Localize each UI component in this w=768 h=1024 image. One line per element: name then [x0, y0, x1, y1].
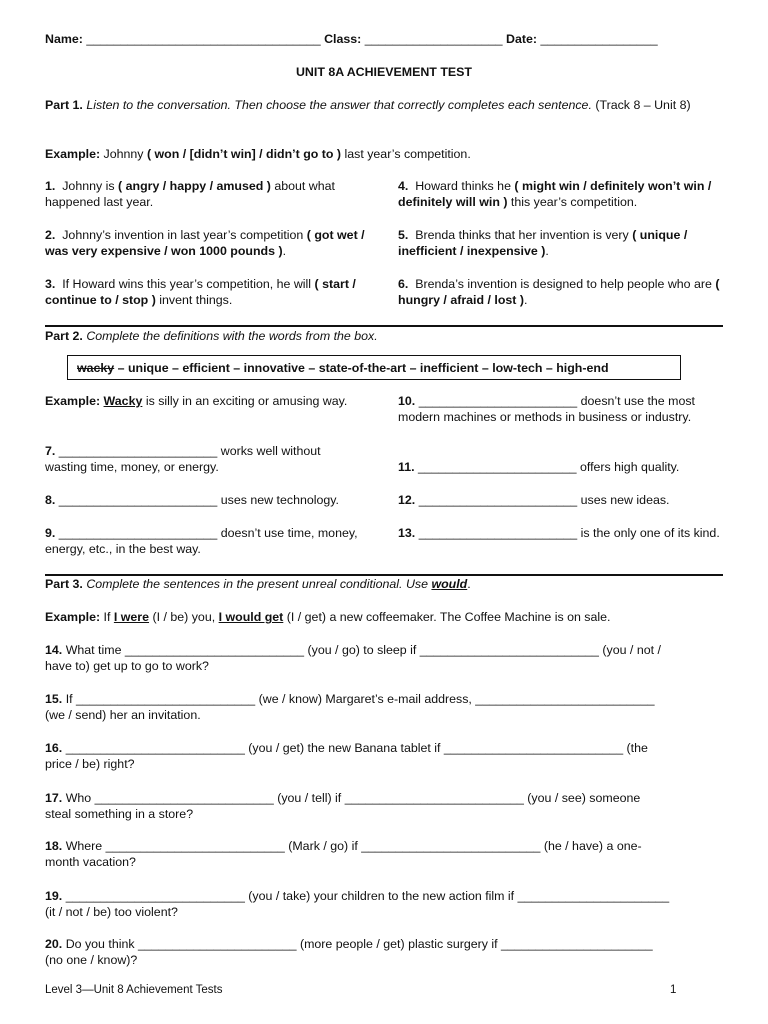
part3-item[interactable] [45, 740, 735, 772]
item-number: 3. [45, 277, 56, 291]
item-number: 9. [45, 526, 56, 540]
item-number: 16. [45, 741, 63, 755]
name-class-date-row [45, 31, 658, 47]
item-text: (no one / know)? [45, 953, 138, 967]
date-field[interactable]: _________________ [540, 32, 658, 46]
date-label: Date: [506, 32, 537, 46]
item-text: Howard thinks he [415, 179, 511, 193]
item-text: this year’s competition. [510, 195, 638, 209]
item-number: 13. [398, 526, 416, 540]
item-number: 1. [45, 179, 56, 193]
part3-example [45, 609, 735, 625]
part3-example-answer: I would get [218, 610, 284, 624]
part1-item [398, 227, 728, 259]
part1-track: (Track 8 – Unit 8) [595, 98, 691, 112]
item-text: Do you think _______________________ (more people / get) plastic surgery if ______________________ [65, 937, 653, 951]
item-text: If __________________________ (we / know) Margaret’s e-mail address, __________________________ [65, 692, 655, 706]
part3-example-text: If [103, 610, 111, 624]
item-text: If Howard wins this year’s competition, he will [62, 277, 312, 291]
item-text: uses new technology. [220, 493, 339, 507]
part2-item [45, 525, 365, 557]
item-number: 19. [45, 889, 63, 903]
item-text: __________________________ (you / get) the new Banana tablet if __________________________ (the [65, 741, 648, 755]
item-text: Brenda’s invention is designed to help people who are [415, 277, 712, 291]
item-text: about what happened last year. [45, 179, 335, 209]
item-number: 15. [45, 692, 63, 706]
part3-label: Part 3. [45, 577, 83, 591]
part1-example [45, 146, 725, 162]
divider [45, 325, 723, 327]
word-box [67, 355, 681, 380]
answer-blank[interactable]: _______________________ [58, 526, 218, 540]
item-text: What time __________________________ (you / go) to sleep if __________________________ (you / not / [65, 643, 661, 657]
part3-item[interactable] [45, 888, 735, 920]
class-field[interactable]: ____________________ [364, 32, 503, 46]
part3-item[interactable] [45, 936, 735, 968]
part3-instruction-end: . [467, 577, 471, 591]
item-text: offers high quality. [579, 460, 680, 474]
item-text: is the only one of its kind. [580, 526, 720, 540]
item-number: 7. [45, 444, 56, 458]
part2-label: Part 2. [45, 329, 83, 343]
part1-example-text: Johnny [103, 147, 144, 161]
part2-item [398, 525, 726, 541]
item-text: steal something in a store? [45, 807, 194, 821]
footer-text: Level 3—Unit 8 Achievement Tests [45, 984, 223, 996]
item-text: month vacation? [45, 855, 136, 869]
struck-word: wacky [77, 361, 115, 375]
part2-example [45, 393, 365, 409]
part3-example-text: (I / get) a new coffeemaker. The Coffee Machine is on sale. [286, 610, 611, 624]
item-number: 11. [398, 460, 415, 474]
item-options[interactable]: ( start / continue to / stop ) [45, 277, 356, 307]
part1-example-text: last year’s competition. [344, 147, 471, 161]
item-number: 10. [398, 394, 416, 408]
name-label: Name: [45, 32, 83, 46]
part3-example-label: Example: [45, 610, 101, 624]
item-options[interactable]: ( angry / happy / amused ) [118, 179, 271, 193]
item-text: . [282, 244, 287, 258]
item-text: Johnny’s invention in last year’s competition [62, 228, 304, 242]
part1-label: Part 1. [45, 98, 83, 112]
item-number: 8. [45, 493, 56, 507]
item-options[interactable]: ( hungry / afraid / lost ) [398, 277, 720, 307]
part2-item [45, 492, 375, 508]
part2-example-word: Wacky [103, 394, 143, 408]
part3-item[interactable] [45, 838, 735, 870]
item-text: __________________________ (you / take) your children to the new action film if ______________________ [65, 889, 670, 903]
item-text: Johnny is [62, 179, 115, 193]
item-text: (it / not / be) too violent? [45, 905, 178, 919]
part1-example-options: ( won / [didn’t win] / didn’t go to ) [146, 147, 342, 161]
part2-example-text: is silly in an exciting or amusing way. [145, 394, 348, 408]
item-text: (we / send) her an invitation. [45, 708, 201, 722]
item-number: 4. [398, 179, 409, 193]
part3-item[interactable] [45, 691, 735, 723]
part1-item [398, 276, 726, 308]
answer-blank[interactable]: _______________________ [418, 394, 578, 408]
item-number: 14. [45, 643, 63, 657]
item-number: 2. [45, 228, 56, 242]
part1-item [45, 276, 375, 308]
item-options[interactable]: ( got wet / was very expensive / won 1000 pounds ) [45, 228, 365, 258]
item-number: 20. [45, 937, 63, 951]
part1-example-label: Example: [45, 147, 101, 161]
item-text: doesn’t use the most modern machines or methods in business or industry. [398, 394, 695, 424]
answer-blank[interactable]: _______________________ [58, 493, 218, 507]
answer-blank[interactable]: _______________________ [418, 493, 578, 507]
answer-blank[interactable]: _______________________ [418, 460, 577, 474]
item-text: have to) get up to go to work? [45, 659, 209, 673]
item-options[interactable]: ( might win / definitely won’t win / definitely will win ) [398, 179, 712, 209]
answer-blank[interactable]: _______________________ [58, 444, 218, 458]
part1-item [45, 227, 375, 259]
page-title: UNIT 8A ACHIEVEMENT TEST [295, 65, 472, 79]
part2-item [45, 443, 365, 475]
part2-instruction-text: Complete the definitions with the words from the box. [86, 329, 378, 343]
item-text: uses new ideas. [580, 493, 670, 507]
item-text: . [545, 244, 549, 258]
part2-item [398, 393, 726, 425]
word-list: – unique – efficient – innovative – state-of-the-art – inefficient – low-tech – high-end [114, 361, 609, 375]
item-text: . [523, 293, 528, 307]
part1-item [45, 178, 375, 210]
part1-item [398, 178, 726, 210]
item-text: Where __________________________ (Mark / go) if __________________________ (he / have) a one- [65, 839, 642, 853]
item-text: doesn’t use time, money, energy, etc., in the best way. [45, 526, 358, 556]
part3-example-text: (I / be) you, [152, 610, 216, 624]
class-label: Class: [324, 32, 362, 46]
item-text: Who __________________________ (you / tell) if __________________________ (you / see) someone [65, 791, 641, 805]
item-text: Brenda thinks that her invention is very [415, 228, 629, 242]
part1-instruction [45, 97, 725, 113]
part3-instruction-text: Complete the sentences in the present unreal conditional. Use [86, 577, 428, 591]
part2-item [398, 459, 728, 475]
item-text: works well without wasting time, money, or energy. [45, 444, 321, 474]
page-number: 1 [670, 984, 677, 996]
part2-example-label: Example: [45, 394, 101, 408]
part3-item[interactable] [45, 642, 735, 674]
item-number: 18. [45, 839, 63, 853]
part3-item[interactable] [45, 790, 735, 822]
part3-instruction [45, 576, 725, 592]
part3-example-answer: I were [113, 610, 150, 624]
part3-instruction-word: would [431, 577, 468, 591]
item-text: invent things. [159, 293, 233, 307]
item-options[interactable]: ( unique / inefficient / inexpensive ) [398, 228, 688, 258]
answer-blank[interactable]: _______________________ [418, 526, 578, 540]
item-number: 5. [398, 228, 409, 242]
part1-instruction-text: Listen to the conversation. Then choose the answer that correctly completes each sentence. [86, 98, 592, 112]
item-number: 6. [398, 277, 409, 291]
item-text: price / be) right? [45, 757, 135, 771]
part2-instruction [45, 328, 725, 344]
name-field[interactable]: __________________________________ [86, 32, 321, 46]
item-number: 12. [398, 493, 416, 507]
item-number: 17. [45, 791, 63, 805]
part2-item [398, 492, 728, 508]
